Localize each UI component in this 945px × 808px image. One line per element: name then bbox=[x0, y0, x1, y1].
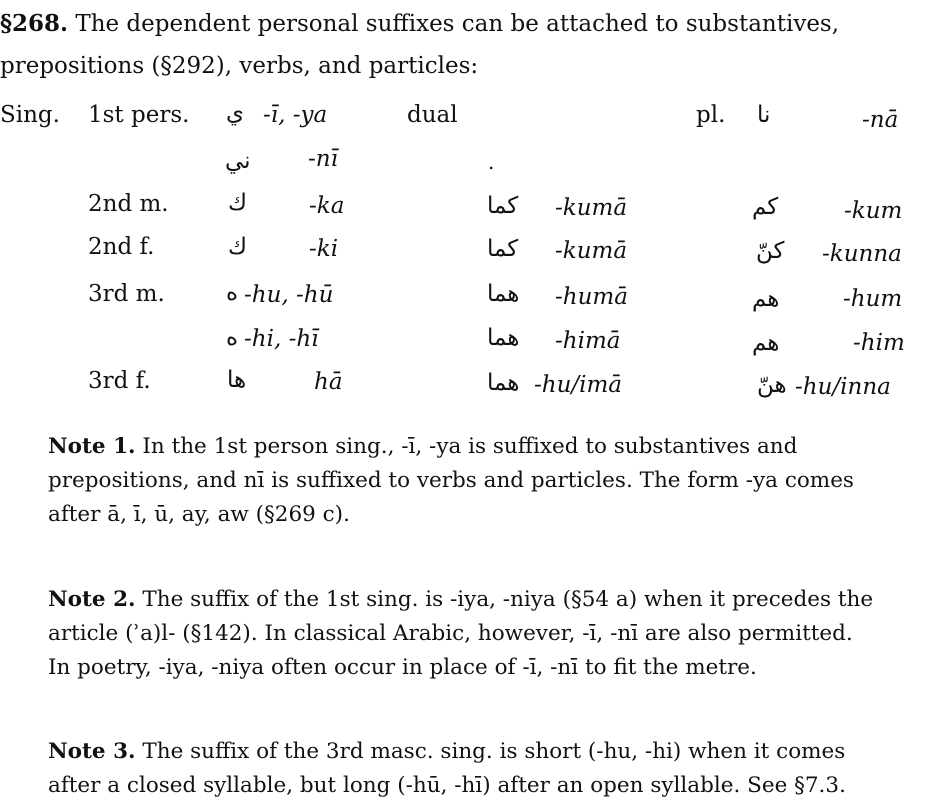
note-line: prepositions, and nī is suffixed to verbs and particles. The form -ya comes bbox=[48, 468, 854, 493]
sing-translit: -nī bbox=[308, 146, 338, 172]
sing-arabic: ه bbox=[226, 280, 239, 306]
pl-translit: -hum bbox=[843, 286, 903, 312]
pl-arabic: كم bbox=[752, 194, 779, 220]
sing-arabic: ك bbox=[228, 234, 247, 260]
heading-text-line-2: prepositions (§292), verbs, and particles: bbox=[0, 53, 479, 79]
note-line: In the 1st person sing., -ī, -ya is suffixed to substantives and bbox=[142, 434, 798, 459]
note-line: after ā, ī, ū, ay, aw (§269 c). bbox=[48, 502, 350, 527]
stray-dot: . bbox=[488, 150, 495, 174]
pl-arabic: هم bbox=[752, 330, 780, 356]
dual-arabic: كما bbox=[487, 193, 519, 219]
note-line: article (ʾa)l- (§142). In classical Arabic, however, -ī, -nī are also permitted. bbox=[48, 621, 853, 646]
dual-arabic: كما bbox=[487, 236, 519, 262]
note-line: In poetry, -iya, -niya often occur in place of -ī, -nī to fit the metre. bbox=[48, 655, 757, 680]
sing-arabic: ي bbox=[226, 100, 245, 126]
pl-arabic: كنّ bbox=[756, 238, 785, 264]
sing-label: Sing. bbox=[0, 102, 60, 128]
note-label: Note 3. bbox=[48, 739, 136, 764]
sing-arabic: ه bbox=[226, 325, 239, 351]
sing-arabic: ني bbox=[225, 148, 251, 174]
pl-arabic: هم bbox=[752, 286, 780, 312]
dual-arabic: هما bbox=[487, 281, 520, 307]
note-3 bbox=[48, 735, 928, 803]
pl-label: pl. bbox=[696, 102, 726, 128]
note-line: after a closed syllable, but long (-hū, -hī) after an open syllable. See §7.3. bbox=[48, 773, 846, 798]
row-person: 2nd f. bbox=[88, 234, 155, 260]
sing-arabic: ك bbox=[228, 190, 247, 216]
sing-translit: -hi, -hī bbox=[244, 326, 319, 352]
dual-translit: -hu/imā bbox=[534, 372, 623, 398]
pl-translit: -hu/inna bbox=[795, 374, 891, 400]
sing-translit: hā bbox=[314, 369, 343, 395]
section-number: §268. bbox=[0, 10, 69, 37]
heading-text-line-1: The dependent personal suffixes can be attached to substantives, bbox=[75, 11, 840, 37]
pl-arabic: نا bbox=[757, 102, 771, 128]
pl-translit: -kum bbox=[844, 198, 903, 224]
row-person: 2nd m. bbox=[88, 191, 169, 217]
dual-arabic: هما bbox=[487, 370, 520, 396]
sing-translit: -ka bbox=[309, 193, 345, 219]
note-2 bbox=[48, 583, 928, 685]
note-1 bbox=[48, 430, 928, 532]
dual-arabic: هما bbox=[487, 325, 520, 351]
sing-translit: -hu, -hū bbox=[244, 282, 334, 308]
sing-arabic: ها bbox=[227, 367, 247, 393]
dual-translit: -kumā bbox=[555, 195, 628, 221]
dual-label: dual bbox=[407, 102, 458, 128]
section-heading bbox=[0, 12, 839, 36]
dual-translit: -himā bbox=[555, 328, 621, 354]
note-label: Note 2. bbox=[48, 587, 136, 612]
sing-translit: -ki bbox=[309, 236, 339, 262]
dual-translit: -humā bbox=[555, 284, 628, 310]
dual-translit: -kumā bbox=[555, 238, 628, 264]
note-label: Note 1. bbox=[48, 434, 136, 459]
pl-translit: -kunna bbox=[822, 241, 902, 267]
note-line: The suffix of the 1st sing. is -iya, -niya (§54 a) when it precedes the bbox=[142, 587, 874, 612]
pl-translit: -him bbox=[853, 330, 905, 356]
note-line: The suffix of the 3rd masc. sing. is short (-hu, -hi) when it comes bbox=[142, 739, 846, 764]
row-person: 3rd f. bbox=[88, 368, 151, 394]
sing-translit: -ī, -ya bbox=[263, 102, 328, 128]
row-person: 3rd m. bbox=[88, 281, 165, 307]
row-person: 1st pers. bbox=[88, 102, 190, 128]
pl-translit: -nā bbox=[862, 107, 899, 133]
pl-arabic: هنّ bbox=[757, 372, 787, 398]
